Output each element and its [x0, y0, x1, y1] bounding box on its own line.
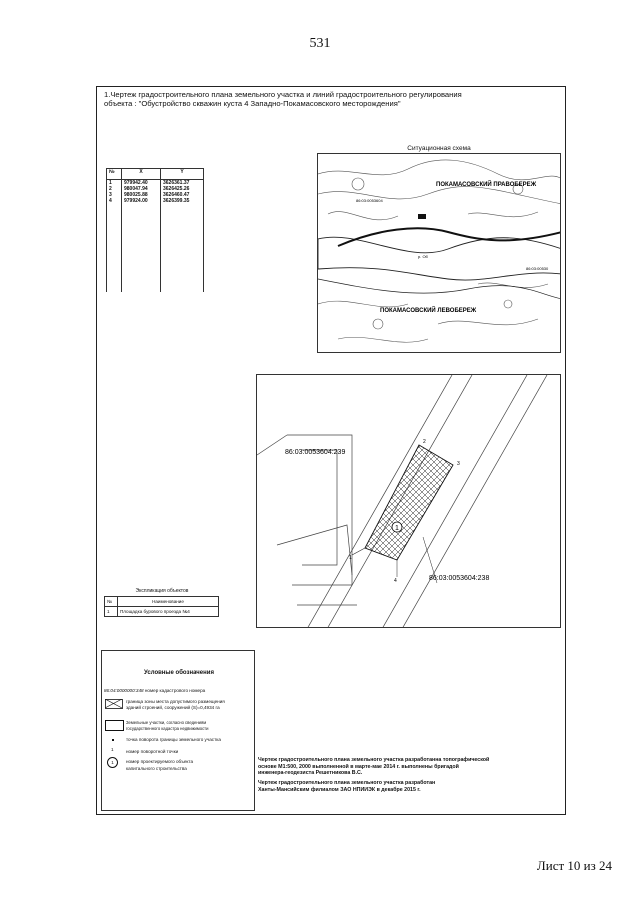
- page-number: 531: [309, 36, 331, 51]
- point-3-label: 3: [457, 461, 460, 467]
- legend-title: Условные обозначения: [144, 670, 214, 676]
- plan-map: [256, 374, 561, 628]
- footer-line-4: Чертеж градостроительного плана земельного участка разработан: [258, 780, 436, 786]
- legend-parcel-line-1: Земельные участки, согласно сведениям: [126, 720, 207, 725]
- point-2-label: 2: [423, 439, 426, 445]
- drawing-title: [104, 90, 544, 108]
- situation-code-b: 86:03:00530: [526, 266, 549, 271]
- coord-row-2-y: 3626425.26: [161, 186, 204, 192]
- coord-row-4-y: 3626399.35: [161, 198, 204, 204]
- footer-line-5: Ханты-Мансийским филиалом ЗАО НПИИЭК в декабре 2015 г.: [258, 786, 421, 793]
- legend-cadastral-text: номер кадастрового номера: [144, 688, 206, 693]
- coord-row-1-no: 1: [107, 180, 122, 187]
- legend-object-line-2: капитального строительства: [126, 766, 187, 771]
- coord-row-4-x: 979924.00: [122, 198, 161, 204]
- legend-zone-line-1: граница зоны места допустимого размещения: [126, 699, 225, 704]
- coord-row-1-y: 3626361.37: [161, 180, 204, 187]
- legend-zone-swatch: [105, 699, 123, 709]
- legend-point-number-symbol: 1: [111, 747, 114, 752]
- coord-header-x: X: [122, 169, 161, 180]
- legend-point-number-text: номер поворотной точки: [126, 749, 179, 754]
- sheet-label: Лист 10 из 24: [536, 858, 612, 873]
- plan-drawing: [257, 375, 561, 628]
- coord-header-no: №: [107, 169, 122, 180]
- legend-object-line-1: номер проектируемого объекта: [126, 759, 194, 764]
- object-number: 1: [395, 525, 399, 532]
- footer-line-1: Чертеж градостроительного плана земельного участка разработанна топографической: [258, 757, 490, 763]
- footer-author-note: [258, 780, 558, 793]
- coord-row-4-no: 4: [107, 198, 122, 204]
- legend-parcel-swatch: [105, 720, 124, 731]
- title-line-1: 1.Чертеж градостроительного плана земельного участка и линий градостроительного регулирования: [104, 90, 462, 99]
- right-bank-label: ПОКАМАСОВСКИЙ ПРАВОБЕРЕЖ: [436, 182, 537, 188]
- point-1-label: 1: [349, 555, 352, 561]
- coord-row-3-y: 3626460.47: [161, 192, 204, 198]
- legend-object-text: [126, 758, 193, 772]
- point-4-label: 4: [394, 578, 397, 584]
- explication-table: [104, 596, 219, 617]
- legend-point-text: точка поворота границы земельного участка: [126, 737, 221, 742]
- explication-row-no: 1: [105, 607, 118, 617]
- legend-parcel-text: [126, 720, 208, 732]
- river-label: р. Об: [418, 254, 428, 259]
- situation-map-drawing: [318, 154, 561, 353]
- coordinates-table: [106, 168, 204, 292]
- legend-point-dot: [112, 739, 114, 741]
- coord-row-2-x: 980047.94: [122, 186, 161, 192]
- situation-code-a: 86:03:0053604: [356, 198, 383, 203]
- coord-header-y: Y: [161, 169, 204, 180]
- parcel-238-label: 86:03:0053604:238: [429, 575, 490, 582]
- legend-parcel-line-2: государственного кадастра недвижимости: [126, 726, 209, 731]
- explication-row-name: Площадка бурового проезда №4: [118, 607, 219, 617]
- coord-row-1-x: 979942.40: [122, 180, 161, 187]
- situation-map: [317, 153, 561, 353]
- legend-cadastral: [104, 688, 205, 693]
- legend: [101, 650, 255, 811]
- legend-zone-text: [126, 699, 225, 711]
- legend-object-symbol: 1: [107, 757, 118, 768]
- parcel-239-label: 86:03:0053604:239: [285, 449, 346, 456]
- footer-line-2: основе М1:500, 2000 выполненной в марте-мае 2014 г. выполнены бригадой: [258, 763, 459, 770]
- legend-cadastral-code: 86:04:0000000:348: [104, 688, 144, 693]
- coord-row-3-x: 980025.88: [122, 192, 161, 198]
- left-bank-label: ПОКАМАСОВСКИЙ ЛЕВОБЕРЕЖ: [380, 308, 477, 314]
- coord-row-3-no: 3: [107, 192, 122, 198]
- title-line-2: объекта : "Обустройство скважин куста 4 Западно-Покамасовского месторождения": [104, 99, 401, 108]
- legend-zone-line-2: зданий строений, сооружений (S)=0,4934 га: [126, 705, 220, 710]
- explication-header-name: Наименование: [118, 597, 219, 607]
- situation-title: Ситуационная схема: [407, 145, 471, 152]
- footer-survey-note: [258, 757, 558, 777]
- explication-header-no: №: [105, 597, 118, 607]
- footer-line-3: инженера-геодезиста Решетникова В.С.: [258, 770, 363, 776]
- coord-row-2-no: 2: [107, 186, 122, 192]
- explication-title: Экспликация объектов: [135, 588, 189, 594]
